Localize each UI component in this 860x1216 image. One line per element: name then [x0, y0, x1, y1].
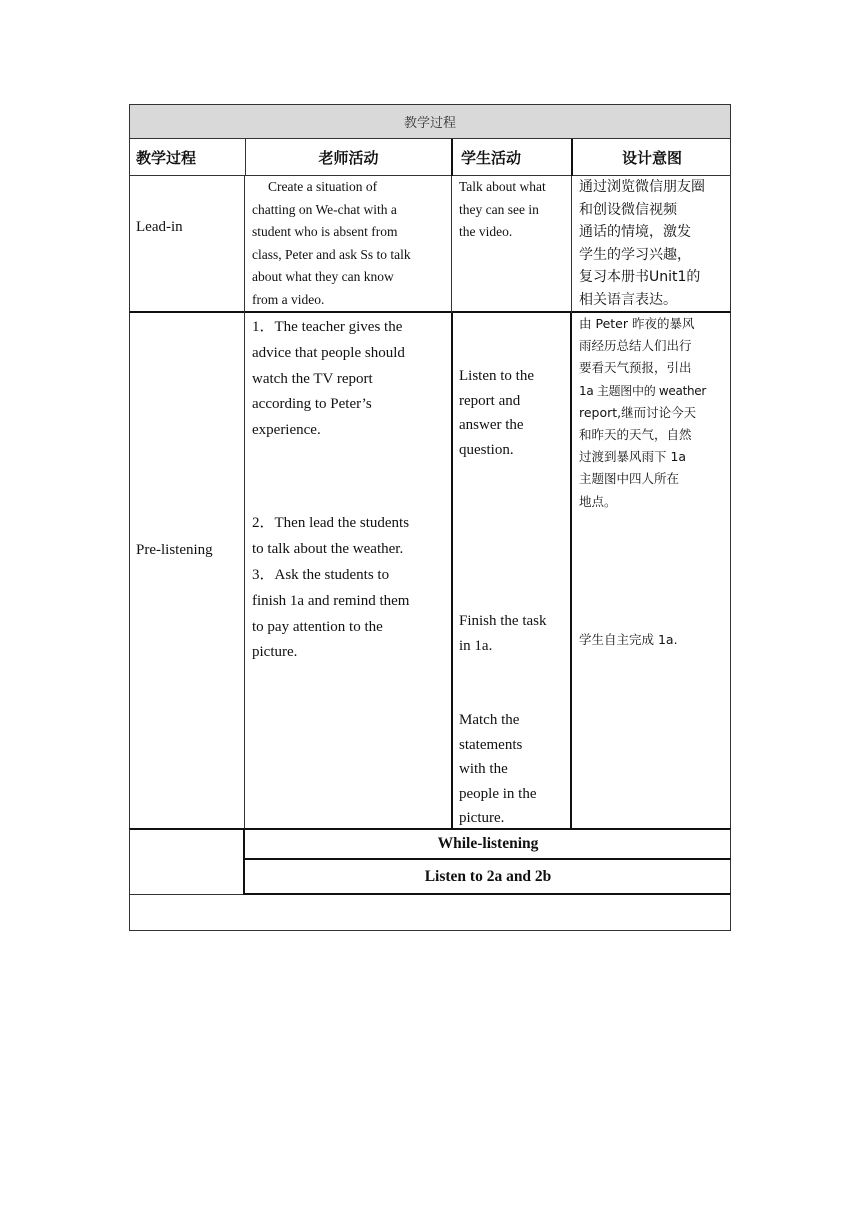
lead-in-teacher-line: chatting on We-chat with a	[252, 201, 397, 217]
pre-listening-stage: Pre-listening	[136, 541, 213, 558]
pre-teacher-line: picture.	[252, 644, 298, 661]
pre-student-line: Listen to the	[459, 368, 534, 384]
lead-in-student-line: the video.	[459, 224, 513, 239]
pre-teacher-line: 3．Ask the students to	[252, 567, 390, 583]
pre-design-line: 1a 主题图中的 weather	[579, 383, 706, 398]
pre-student-block3	[459, 708, 569, 831]
lead-in-student	[459, 176, 569, 244]
pre-divider-2	[451, 313, 453, 829]
pre-divider-3	[570, 313, 572, 829]
header-student: 学生活动	[451, 139, 571, 176]
lead-in-teacher-line: student who is absent from	[252, 224, 398, 239]
pre-student-line: with the	[459, 761, 508, 777]
lead-in-stage: Lead-in	[136, 218, 183, 235]
pre-student-line: statements	[459, 736, 523, 753]
pre-teacher-step1	[252, 315, 448, 444]
pre-design-line: 雨经历总结人们出行	[579, 338, 692, 354]
pre-teacher-line: to talk about the weather.	[252, 540, 404, 557]
lead-in-divider-3	[571, 176, 572, 313]
table-title: 教学过程	[129, 104, 731, 139]
lead-in-design-line: 通话的情境，激发	[579, 224, 691, 240]
lead-in-divider-1	[244, 176, 245, 313]
lead-in-teacher-line: about what they can know	[252, 269, 394, 284]
pre-teacher-step2	[252, 511, 448, 563]
pre-teacher-step3	[252, 563, 448, 666]
lead-in-teacher-line: class, Peter and ask Ss to talk	[252, 246, 411, 262]
pre-design-line: 主题图中四人所在	[579, 471, 680, 487]
lead-in-design-line: 学生的学习兴趣，	[579, 246, 691, 263]
pre-student-block2	[459, 609, 569, 658]
lead-in-teacher	[252, 176, 448, 311]
pre-design-line: 和昨天的天气，自然	[579, 427, 692, 443]
pre-teacher-line: 2．Then lead the students	[252, 515, 410, 531]
pre-student-line: in 1a.	[459, 637, 493, 654]
pre-student-line: answer the	[459, 417, 524, 433]
header-stage: 教学过程	[136, 149, 197, 167]
pre-student-line: Finish the task	[459, 613, 547, 629]
pre-design-line: 由 Peter 昨夜的暴风	[579, 316, 695, 331]
pre-student-block1	[459, 364, 569, 462]
while-listening-subtitle: Listen to 2a and 2b	[424, 867, 552, 885]
pre-student-line: people in the	[459, 785, 537, 802]
lead-in-design-line: 相关语言表达。	[579, 291, 677, 308]
lead-in-design-line: 复习本册书Unit1的	[579, 269, 701, 285]
pre-teacher-line: to pay attention to the	[252, 618, 383, 635]
lead-in-design	[579, 176, 729, 311]
pre-design-block2: 学生自主完成 1a.	[579, 632, 678, 647]
lead-in-design-line: 和创设微信视频	[579, 201, 677, 218]
lead-in-student-line: Talk about what	[459, 179, 546, 194]
pre-student-line: report and	[459, 392, 521, 409]
pre-student-line: picture.	[459, 810, 505, 826]
pre-design-line: 过渡到暴风雨下 1a	[579, 449, 687, 465]
lead-in-teacher-line: from a video.	[252, 291, 325, 307]
pre-design-line: 要看天气预报，引出	[579, 360, 692, 376]
lead-in-student-line: they can see in	[459, 201, 539, 217]
pre-teacher-line: watch the TV report	[252, 370, 373, 387]
while-listening-title: While-listening	[437, 835, 539, 852]
pre-teacher-line: finish 1a and remind them	[252, 592, 410, 609]
pre-student-line: Match the	[459, 712, 520, 728]
pre-divider-1	[244, 313, 245, 829]
empty-bottom-row	[129, 894, 731, 931]
lead-in-design-line: 通过浏览微信朋友圈	[579, 179, 705, 195]
pre-teacher-line: 1．The teacher gives the	[252, 319, 403, 335]
lead-in-teacher-line: Create a situation of	[268, 179, 378, 194]
pre-teacher-line: experience.	[252, 422, 321, 439]
lead-in-divider-2	[451, 176, 452, 313]
pre-design-line: report,继而讨论今天	[579, 404, 697, 420]
pre-teacher-line: according to Peter’s	[252, 396, 372, 413]
header-teacher: 老师活动	[245, 139, 451, 176]
pre-design-block1	[579, 313, 730, 513]
pre-teacher-line: advice that people should	[252, 344, 405, 361]
pre-student-line: question.	[459, 441, 514, 458]
header-design: 设计意图	[571, 139, 731, 176]
pre-design-line: 地点。	[579, 493, 617, 509]
